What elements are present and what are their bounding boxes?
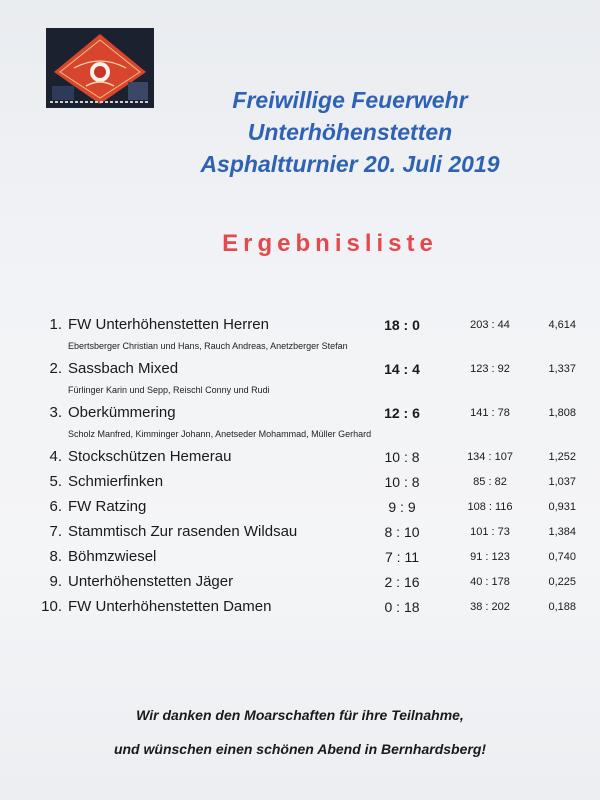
result-row bbox=[0, 496, 600, 521]
rank-number: 1. bbox=[49, 316, 62, 333]
rank-number: 3. bbox=[49, 404, 62, 421]
goal-difference: 101 : 73 bbox=[470, 526, 510, 538]
result-row bbox=[0, 521, 600, 546]
goal-difference: 134 : 107 bbox=[467, 451, 513, 463]
event-header bbox=[150, 84, 550, 180]
goal-difference: 123 : 92 bbox=[470, 363, 510, 375]
points-score: 0 : 18 bbox=[384, 599, 420, 615]
organizer-name: Freiwillige Feuerwehr bbox=[232, 87, 468, 113]
points-score: 18 : 0 bbox=[384, 317, 420, 333]
rank-number: 7. bbox=[49, 523, 62, 540]
goal-difference: 203 : 44 bbox=[470, 319, 510, 331]
goal-difference: 40 : 178 bbox=[470, 576, 510, 588]
points-score: 12 : 6 bbox=[384, 405, 420, 421]
team-name: Oberkümmering bbox=[68, 404, 176, 421]
results-list bbox=[0, 314, 600, 621]
closing-note bbox=[0, 698, 600, 766]
rank-number: 10. bbox=[41, 598, 62, 615]
goal-difference: 91 : 123 bbox=[470, 551, 510, 563]
quotient-value: 1,337 bbox=[548, 363, 576, 375]
points-score: 10 : 8 bbox=[384, 449, 420, 465]
goal-difference: 85 : 82 bbox=[473, 476, 507, 488]
team-members: Scholz Manfred, Kimminger Johann, Anetseder Mohammad, Müller Gerhard bbox=[68, 429, 372, 439]
event-title: Asphaltturnier 20. Juli 2019 bbox=[200, 151, 500, 177]
team-name: Stammtisch Zur rasenden Wildsau bbox=[68, 523, 298, 540]
quotient-value: 4,614 bbox=[548, 319, 576, 331]
result-row bbox=[0, 596, 600, 621]
quotient-value: 1,808 bbox=[548, 407, 576, 419]
result-row bbox=[0, 546, 600, 571]
organizer-location: Unterhöhenstetten bbox=[247, 119, 453, 145]
team-members: Ebertsberger Christian und Hans, Rauch Andreas, Anetzberger Stefan bbox=[68, 341, 348, 351]
quotient-value: 0,225 bbox=[548, 576, 576, 588]
rank-number: 8. bbox=[49, 548, 62, 565]
page-title: Ergebnisliste bbox=[222, 230, 438, 257]
result-row bbox=[0, 471, 600, 496]
rank-number: 2. bbox=[49, 360, 62, 377]
rank-number: 6. bbox=[49, 498, 62, 515]
team-name: FW Unterhöhenstetten Herren bbox=[68, 316, 269, 333]
team-name: Unterhöhenstetten Jäger bbox=[68, 573, 234, 590]
points-score: 7 : 11 bbox=[385, 549, 419, 565]
fire-brigade-flag-logo bbox=[46, 28, 154, 108]
rank-number: 5. bbox=[49, 473, 62, 490]
rank-number: 4. bbox=[49, 448, 62, 465]
points-score: 10 : 8 bbox=[384, 474, 420, 490]
team-members: Fürlinger Karin und Sepp, Reischl Conny und Rudi bbox=[68, 385, 270, 395]
team-name: FW Ratzing bbox=[68, 498, 147, 515]
result-row bbox=[0, 446, 600, 471]
quotient-value: 0,740 bbox=[548, 551, 576, 563]
quotient-value: 0,188 bbox=[548, 601, 576, 613]
thanks-text: Wir danken den Moarschaften für ihre Teilnahme, bbox=[136, 707, 464, 723]
goal-difference: 38 : 202 bbox=[470, 601, 510, 613]
points-score: 14 : 4 bbox=[384, 361, 420, 377]
team-name: FW Unterhöhenstetten Damen bbox=[68, 598, 272, 615]
wishes-text: und wünschen einen schönen Abend in Bernhardsberg! bbox=[113, 741, 487, 757]
goal-difference: 141 : 78 bbox=[470, 407, 510, 419]
quotient-value: 1,037 bbox=[548, 476, 576, 488]
result-row bbox=[0, 402, 600, 446]
result-row bbox=[0, 314, 600, 358]
points-score: 8 : 10 bbox=[384, 524, 420, 540]
team-name: Böhmzwiesel bbox=[68, 548, 157, 565]
goal-difference: 108 : 116 bbox=[467, 501, 513, 513]
team-name: Stockschützen Hemerau bbox=[68, 448, 232, 465]
flag-emblem-icon bbox=[46, 28, 154, 108]
points-score: 2 : 16 bbox=[384, 574, 420, 590]
result-row bbox=[0, 358, 600, 402]
points-score: 9 : 9 bbox=[388, 499, 416, 515]
result-row bbox=[0, 571, 600, 596]
quotient-value: 1,252 bbox=[548, 451, 576, 463]
rank-number: 9. bbox=[49, 573, 62, 590]
team-name: Sassbach Mixed bbox=[68, 360, 179, 377]
quotient-value: 1,384 bbox=[548, 526, 576, 538]
quotient-value: 0,931 bbox=[548, 501, 576, 513]
team-name: Schmierfinken bbox=[68, 473, 164, 490]
